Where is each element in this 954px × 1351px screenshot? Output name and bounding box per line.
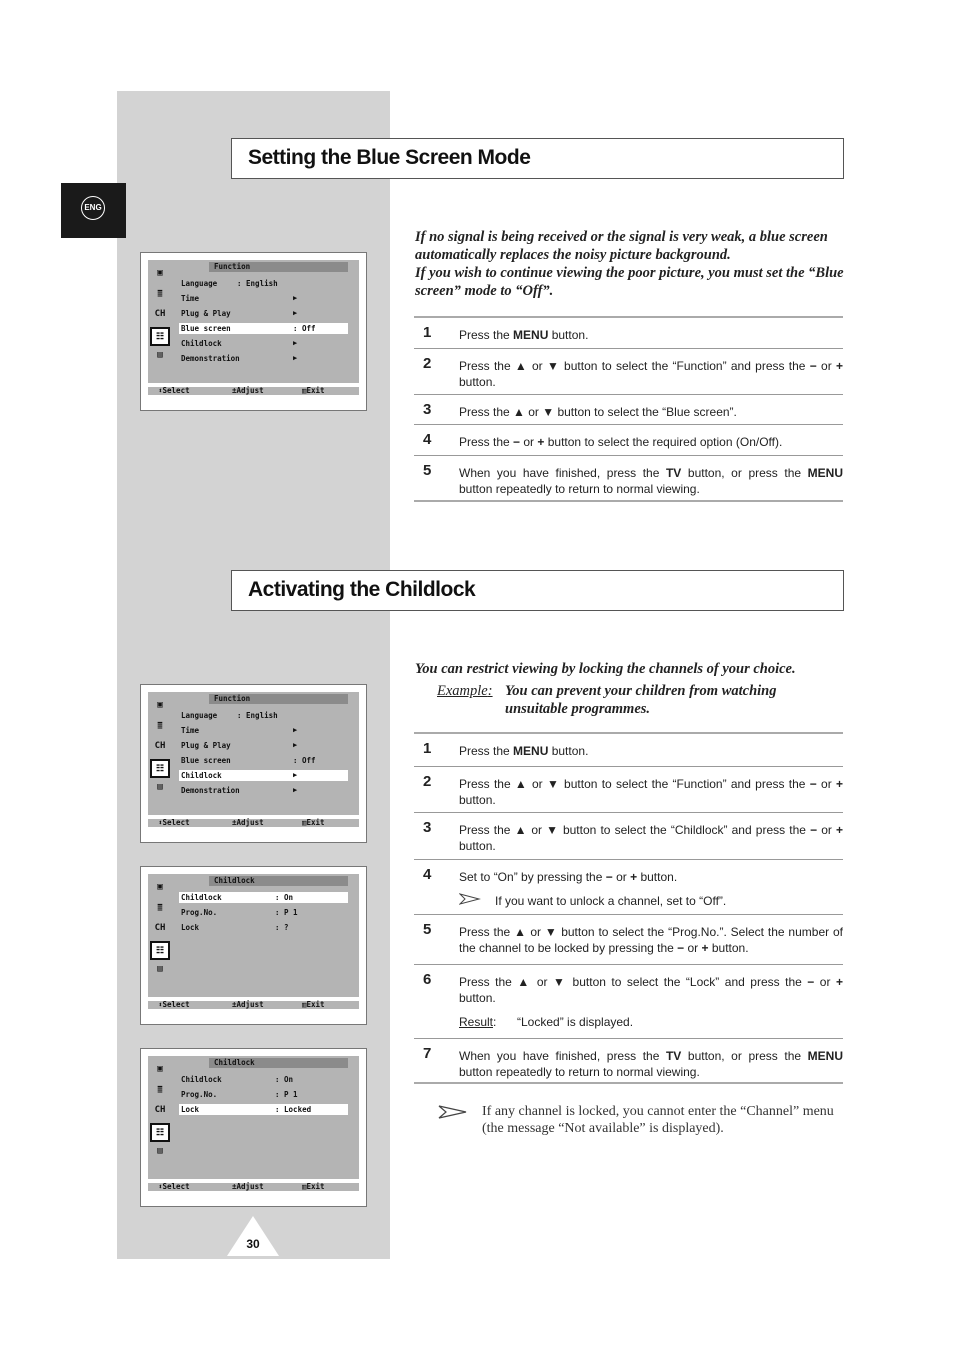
pointer-arrow-icon	[438, 1104, 468, 1120]
osd-icon-column	[150, 697, 172, 800]
step-text: Press the ▲ or ▼ button to select the “Lock” and press the − or + button.	[459, 975, 843, 1005]
step-item	[414, 965, 843, 1039]
menu-exit-icon: ▥	[302, 818, 307, 827]
sound-menu-icon: ≣	[157, 720, 163, 731]
step-number: 3	[423, 401, 432, 418]
section-intro	[415, 228, 845, 300]
osd-footer-adjust: ±Adjust	[232, 1182, 264, 1191]
menu-exit-icon: ▥	[302, 1000, 307, 1009]
step-text: Press the MENU button.	[459, 744, 589, 758]
osd-row-value: : ?	[275, 923, 289, 932]
sound-menu-icon: ≣	[157, 288, 163, 299]
intro-paragraph: You can restrict viewing by locking the channels of your choice.	[415, 661, 796, 677]
osd-footer-adjust: ±Adjust	[232, 386, 264, 395]
step-number: 1	[423, 324, 432, 341]
osd-row-value: : Off	[293, 756, 316, 765]
osd-row-label: Plug & Play	[181, 309, 231, 318]
osd-footer	[148, 1183, 359, 1191]
step-subnote: If you want to unlock a channel, set to “Off”.	[495, 894, 727, 908]
channel-menu-icon: CH	[154, 741, 166, 751]
osd-menu-row	[179, 293, 348, 304]
osd-icon-column	[150, 1061, 172, 1164]
step-text: Press the ▲ or ▼ button to select the “Function” and press the − or + button.	[459, 359, 843, 389]
step-item	[414, 456, 843, 502]
osd-menu-title: Childlock	[209, 1058, 348, 1068]
osd-row-value: : English	[237, 711, 278, 720]
osd-row-value: : Locked	[275, 1105, 312, 1114]
sound-menu-icon: ≣	[157, 902, 163, 913]
osd-row-label: Lock	[181, 1105, 200, 1114]
step-item	[414, 425, 843, 456]
step-number: 6	[423, 971, 432, 988]
osd-menu-row	[179, 1104, 348, 1115]
intro-paragraph: If you wish to continue viewing the poor picture, you must set the “Blue screen” mode to “Off”.	[415, 265, 844, 299]
sound-menu-icon: ≣	[157, 1084, 163, 1095]
step-number: 5	[423, 921, 432, 938]
step-text: Press the ▲ or ▼ button to select the “Prog.No.”. Select the number of the channel to be locked by pressing the − or + button.	[459, 925, 843, 955]
osd-menu-row	[179, 907, 348, 918]
osd-footer-select: ⬍Select	[158, 386, 190, 395]
step-item	[414, 767, 843, 813]
osd-menu-title: Function	[209, 694, 348, 704]
osd-footer-adjust: ±Adjust	[232, 818, 264, 827]
step-number: 7	[423, 1045, 432, 1062]
osd-row-label: Blue screen	[181, 324, 231, 333]
function-menu-icon: ☷	[150, 1123, 170, 1142]
step-item	[414, 734, 843, 767]
step-text: Press the − or + button to select the required option (On/Off).	[459, 435, 783, 449]
osd-row-label: Childlock	[181, 893, 222, 902]
picture-menu-icon: ▣	[157, 700, 163, 710]
osd-menu-row	[179, 755, 348, 766]
example-label: Example:	[437, 683, 493, 699]
step-text: Press the ▲ or ▼ button to select the “Function” and press the − or + button.	[459, 777, 843, 807]
picture-menu-icon: ▣	[157, 1064, 163, 1074]
osd-footer-select: ⬍Select	[158, 818, 190, 827]
osd-screen	[140, 866, 367, 1025]
step-item	[414, 1039, 843, 1084]
plusminus-icon: ±	[232, 386, 237, 395]
submenu-arrow-icon: ▶	[293, 339, 298, 347]
step-number: 2	[423, 355, 432, 372]
osd-menu-row	[179, 785, 348, 796]
section-title-childlock	[231, 570, 844, 611]
osd-footer	[148, 819, 359, 827]
osd-footer-select: ⬍Select	[158, 1000, 190, 1009]
function-menu-icon: ☷	[150, 941, 170, 960]
plusminus-icon: ±	[232, 1182, 237, 1191]
updown-icon: ⬍	[158, 818, 163, 827]
setup-menu-icon: ▤	[157, 1146, 163, 1156]
osd-footer-exit: ▥Exit	[302, 1000, 325, 1009]
osd-menu-row	[179, 740, 348, 751]
step-item	[414, 349, 843, 395]
osd-row-label: Time	[181, 294, 200, 303]
function-menu-icon: ☷	[150, 327, 170, 346]
osd-menu-row	[179, 922, 348, 933]
step-text: Press the MENU button.	[459, 328, 589, 342]
osd-row-label: Childlock	[181, 339, 222, 348]
osd-menu-row	[179, 278, 348, 289]
osd-screen	[140, 252, 367, 411]
osd-row-label: Childlock	[181, 771, 222, 780]
step-item	[414, 813, 843, 860]
plusminus-icon: ±	[232, 818, 237, 827]
osd-icon-column	[150, 879, 172, 982]
osd-footer	[148, 387, 359, 395]
osd-row-value: : On	[275, 893, 294, 902]
osd-menu-row	[179, 308, 348, 319]
intro-paragraph: If no signal is being received or the signal is very weak, a blue screen automatically replaces the noisy picture background.	[415, 229, 828, 263]
step-text: Press the ▲ or ▼ button to select the “Childlock” and press the − or + button.	[459, 823, 844, 853]
example-text: You can prevent your children from watching unsuitable programmes.	[505, 683, 777, 717]
language-tab	[61, 183, 126, 238]
step-number: 4	[423, 431, 432, 448]
step-number: 3	[423, 819, 432, 836]
step-text: When you have finished, press the TV button, or press the MENU button repeatedly to return to normal viewing.	[459, 466, 843, 496]
result-label: Result:	[459, 1015, 497, 1029]
osd-menu-row	[179, 892, 348, 903]
osd-row-label: Plug & Play	[181, 741, 231, 750]
submenu-arrow-icon: ▶	[293, 354, 298, 362]
osd-footer-select: ⬍Select	[158, 1182, 190, 1191]
setup-menu-icon: ▤	[157, 782, 163, 792]
osd-menu-row	[179, 353, 348, 364]
osd-row-value: : English	[237, 279, 278, 288]
step-number: 1	[423, 740, 432, 757]
osd-menu-row	[179, 338, 348, 349]
picture-menu-icon: ▣	[157, 882, 163, 892]
osd-row-label: Blue screen	[181, 756, 231, 765]
osd-footer	[148, 1001, 359, 1009]
submenu-arrow-icon: ▶	[293, 309, 298, 317]
osd-row-label: Demonstration	[181, 786, 240, 795]
osd-row-value: : Off	[293, 324, 316, 333]
osd-menu-row	[179, 710, 348, 721]
osd-menu-row	[179, 725, 348, 736]
osd-icon-column	[150, 265, 172, 368]
osd-row-label: Time	[181, 726, 200, 735]
steps-list	[414, 316, 843, 502]
step-item	[414, 318, 843, 349]
updown-icon: ⬍	[158, 386, 163, 395]
step-text: Press the ▲ or ▼ button to select the “Blue screen”.	[459, 405, 737, 419]
section-title-blue-screen	[231, 138, 844, 179]
submenu-arrow-icon: ▶	[293, 771, 298, 779]
step-text: Set to “On” by pressing the − or + button.	[459, 870, 678, 884]
channel-menu-icon: CH	[154, 1105, 166, 1115]
osd-row-label: Demonstration	[181, 354, 240, 363]
step-number: 2	[423, 773, 432, 790]
menu-exit-icon: ▥	[302, 386, 307, 395]
submenu-arrow-icon: ▶	[293, 741, 298, 749]
step-text: When you have finished, press the TV button, or press the MENU button repeatedly to return to normal viewing.	[459, 1049, 843, 1079]
step-item	[414, 860, 843, 915]
submenu-arrow-icon: ▶	[293, 726, 298, 734]
osd-row-value: : P 1	[275, 1090, 298, 1099]
step-number: 5	[423, 462, 432, 479]
osd-menu-row	[179, 1074, 348, 1085]
osd-menu-title: Function	[209, 262, 348, 272]
updown-icon: ⬍	[158, 1182, 163, 1191]
osd-footer-exit: ▥Exit	[302, 818, 325, 827]
setup-menu-icon: ▤	[157, 350, 163, 360]
osd-menu-row	[179, 1089, 348, 1100]
osd-screen	[140, 684, 367, 843]
osd-footer-exit: ▥Exit	[302, 1182, 325, 1191]
osd-footer-adjust: ±Adjust	[232, 1000, 264, 1009]
note-text: If any channel is locked, you cannot enter the “Channel” menu (the message “Not available” is displayed).	[482, 1104, 834, 1136]
setup-menu-icon: ▤	[157, 964, 163, 974]
result-text: “Locked” is displayed.	[517, 1015, 634, 1029]
osd-screen	[140, 1048, 367, 1207]
page-number-text: 30	[246, 1237, 260, 1251]
osd-row-label: Childlock	[181, 1075, 222, 1084]
picture-menu-icon: ▣	[157, 268, 163, 278]
channel-menu-icon: CH	[154, 923, 166, 933]
menu-exit-icon: ▥	[302, 1182, 307, 1191]
osd-row-label: Prog.No.	[181, 1090, 218, 1099]
osd-row-label: Language	[181, 711, 218, 720]
section-intro	[415, 660, 845, 678]
osd-footer-exit: ▥Exit	[302, 386, 325, 395]
channel-menu-icon: CH	[154, 309, 166, 319]
section-heading: Activating the Childlock	[248, 578, 476, 601]
osd-menu-row	[179, 323, 348, 334]
osd-menu-row	[179, 770, 348, 781]
steps-list	[414, 732, 843, 1084]
osd-menu-title: Childlock	[209, 876, 348, 886]
osd-row-value: : P 1	[275, 908, 298, 917]
updown-icon: ⬍	[158, 1000, 163, 1009]
function-menu-icon: ☷	[150, 759, 170, 778]
language-badge: ENG	[81, 196, 105, 220]
plusminus-icon: ±	[232, 1000, 237, 1009]
page-number	[227, 1216, 279, 1256]
step-number: 4	[423, 866, 432, 883]
osd-row-value: : On	[275, 1075, 294, 1084]
submenu-arrow-icon: ▶	[293, 294, 298, 302]
osd-row-label: Language	[181, 279, 218, 288]
osd-row-label: Lock	[181, 923, 200, 932]
step-item	[414, 395, 843, 425]
pointer-arrow-icon	[459, 893, 481, 908]
osd-row-label: Prog.No.	[181, 908, 218, 917]
step-item	[414, 915, 843, 965]
submenu-arrow-icon: ▶	[293, 786, 298, 794]
section-heading: Setting the Blue Screen Mode	[248, 146, 531, 169]
